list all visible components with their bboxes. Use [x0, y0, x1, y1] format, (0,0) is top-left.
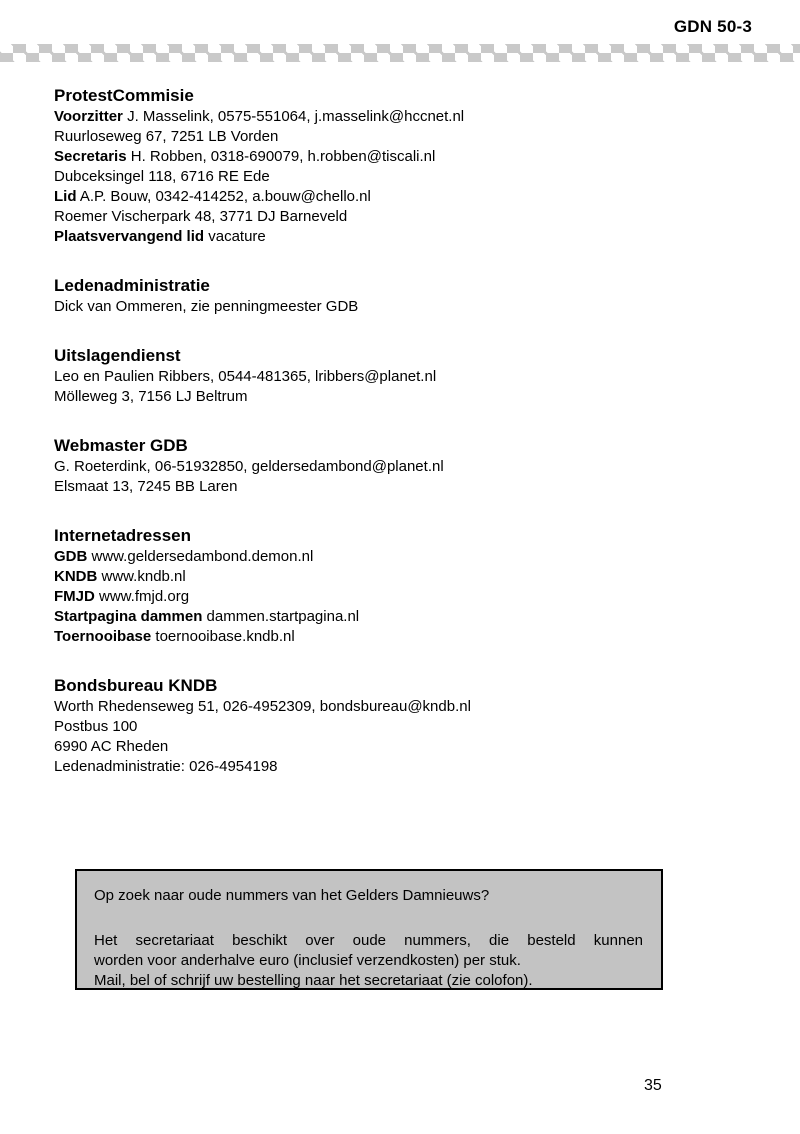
- section-line: [54, 737, 754, 757]
- content-section: [54, 345, 754, 407]
- section-line: [54, 567, 754, 587]
- line-label: Lid: [54, 188, 77, 205]
- line-text: G. Roeterdink, 06-51932850, geldersedambond@planet.nl: [54, 458, 444, 475]
- line-label: GDB: [54, 548, 88, 565]
- section-line: [54, 457, 754, 477]
- page-number: 35: [644, 1077, 662, 1094]
- section-heading: Ledenadministratie: [54, 276, 210, 295]
- line-text: dammen.startpagina.nl: [202, 608, 360, 625]
- line-text: J. Masselink, 0575-551064, j.masselink@hccnet.nl: [122, 108, 465, 125]
- content-section: [54, 675, 754, 777]
- section-heading: Internetadressen: [54, 526, 191, 545]
- line-label: KNDB: [54, 568, 98, 585]
- section-heading: ProtestCommisie: [54, 86, 194, 105]
- section-line: [54, 717, 754, 737]
- section-line: [54, 547, 754, 567]
- section-line: [54, 757, 754, 777]
- section-heading: Webmaster GDB: [54, 436, 188, 455]
- checkerboard-rule-icon: [0, 44, 800, 62]
- content-section: [54, 85, 754, 247]
- section-line: [54, 587, 754, 607]
- notice-content: [77, 871, 661, 991]
- section-line: [54, 227, 754, 247]
- document-body: [54, 85, 754, 805]
- line-text: www.fmjd.org: [94, 588, 190, 605]
- section-line: [54, 627, 754, 647]
- line-text: H. Robben, 0318-690079, h.robben@tiscali.nl: [126, 148, 436, 165]
- line-text: Worth Rhedenseweg 51, 026-4952309, bondsbureau@kndb.nl: [54, 698, 471, 715]
- line-text: A.P. Bouw, 0342-414252, a.bouw@chello.nl: [76, 188, 371, 205]
- line-text: Postbus 100: [54, 718, 138, 735]
- line-label: Toernooibase: [54, 628, 152, 645]
- page-header: [0, 0, 800, 64]
- section-line: [54, 127, 754, 147]
- section-line: [54, 107, 754, 127]
- line-text: Roemer Vischerpark 48, 3771 DJ Barneveld: [54, 208, 348, 225]
- section-line: [54, 147, 754, 167]
- line-label: Voorzitter: [54, 108, 123, 125]
- line-text: www.geldersedambond.demon.nl: [87, 548, 314, 565]
- line-label: FMJD: [54, 588, 95, 605]
- content-section: [54, 435, 754, 497]
- line-label: Plaatsvervangend lid: [54, 228, 205, 245]
- section-line: [54, 187, 754, 207]
- line-text: Leo en Paulien Ribbers, 0544-481365, lribbers@planet.nl: [54, 368, 437, 385]
- line-text: Dubceksingel 118, 6716 RE Ede: [54, 168, 270, 185]
- line-text: Ruurloseweg 67, 7251 LB Vorden: [54, 128, 279, 145]
- section-line: [54, 297, 754, 317]
- section-line: [54, 387, 754, 407]
- notice-body-line-1: Het secretariaat beschikt over oude nummers, die besteld kunnen: [94, 932, 643, 949]
- notice-body: [94, 931, 643, 991]
- section-line: [54, 477, 754, 497]
- notice-question: Op zoek naar oude nummers van het Gelders Damnieuws?: [94, 887, 490, 904]
- line-text: toernooibase.kndb.nl: [151, 628, 295, 645]
- line-text: Dick van Ommeren, zie penningmeester GDB: [54, 298, 359, 315]
- line-text: vacature: [204, 228, 266, 245]
- line-text: 6990 AC Rheden: [54, 738, 169, 755]
- line-label: Startpagina dammen: [54, 608, 203, 625]
- line-text: Elsmaat 13, 7245 BB Laren: [54, 478, 238, 495]
- line-text: Mölleweg 3, 7156 LJ Beltrum: [54, 388, 248, 405]
- section-heading: Bondsbureau KNDB: [54, 676, 218, 695]
- section-line: [54, 367, 754, 387]
- notice-body-line-2: worden voor anderhalve euro (inclusief verzendkosten) per stuk.: [94, 952, 521, 969]
- line-text: www.kndb.nl: [97, 568, 186, 585]
- line-label: Secretaris: [54, 148, 127, 165]
- section-line: [54, 207, 754, 227]
- page-title: GDN 50-3: [673, 17, 752, 36]
- section-line: [54, 697, 754, 717]
- section-line: [54, 167, 754, 187]
- content-section: [54, 275, 754, 317]
- section-heading: Uitslagendienst: [54, 346, 181, 365]
- notice-body-line-3: Mail, bel of schrijf uw bestelling naar het secretariaat (zie colofon).: [94, 972, 533, 989]
- content-section: [54, 525, 754, 647]
- notice-box: [75, 869, 663, 990]
- line-text: Ledenadministratie: 026-4954198: [54, 758, 278, 775]
- section-line: [54, 607, 754, 627]
